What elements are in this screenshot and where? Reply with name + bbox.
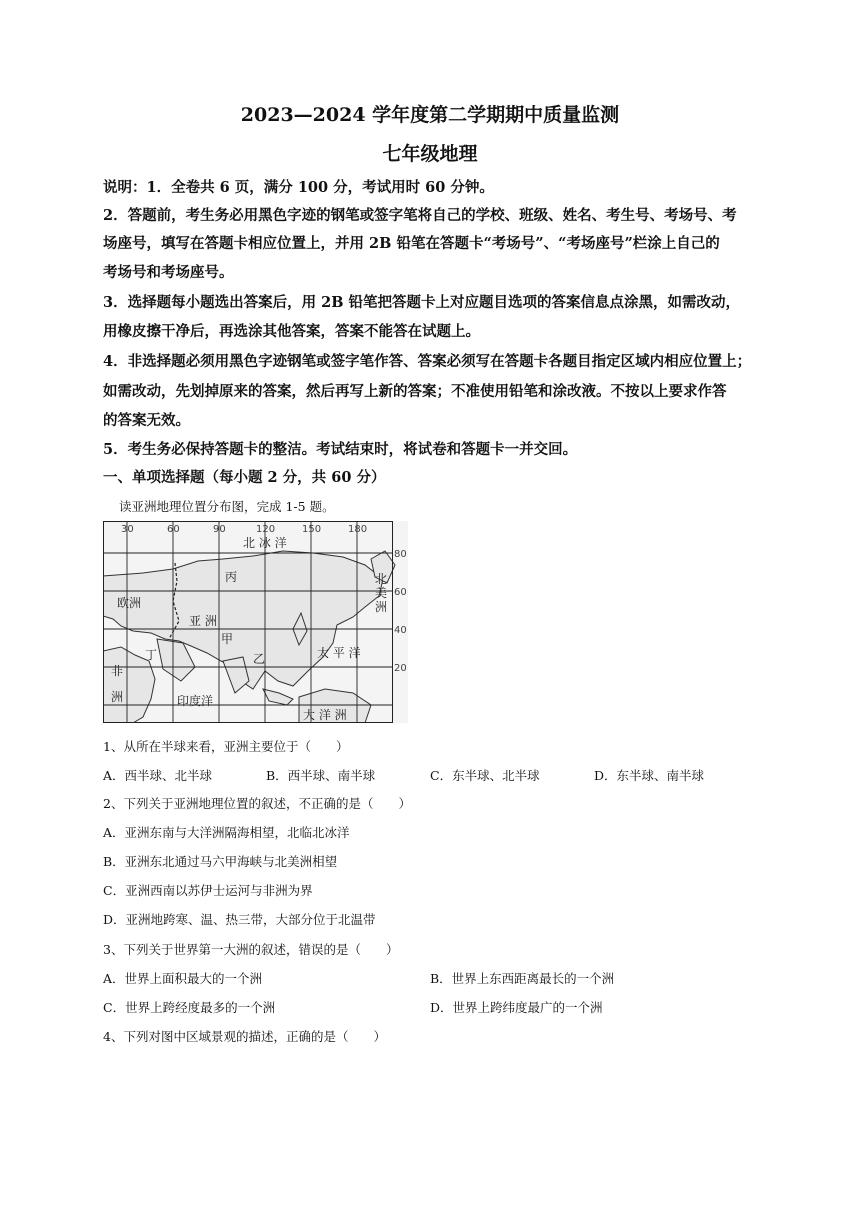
map-label-europe: 欧洲 xyxy=(117,596,142,610)
section-heading: 一、单项选择题（每小题 2 分，共 60 分） xyxy=(103,469,386,486)
question-stem: 3、下列关于世界第一大洲的叙述，错误的是（ ） xyxy=(103,942,399,957)
tick-label: 180 xyxy=(348,524,368,535)
section-intro: 读亚洲地理位置分布图，完成 1-5 题。 xyxy=(119,499,335,514)
map-label-asia: 亚 洲 xyxy=(189,614,217,628)
map-label-arctic: 北 冰 洋 xyxy=(243,536,287,550)
map-label-bing: 丙 xyxy=(225,570,238,584)
instruction-line: 如需改动，先划掉原来的答案，然后再写上新的答案；不准使用铅笔和涂改液。不按以上要求作答 xyxy=(103,383,727,400)
instruction-line: 说明：1．全卷共 6 页，满分 100 分，考试用时 60 分钟。 xyxy=(103,179,494,196)
instruction-line: 的答案无效。 xyxy=(103,412,190,429)
question-option: C．亚洲西南以苏伊士运河与非洲为界 xyxy=(103,883,313,898)
exam-subtitle: 七年级地理 xyxy=(382,143,478,165)
instruction-line: 5．考生务必保持答题卡的整洁。考试结束时，将试卷和答题卡一并交回。 xyxy=(103,441,578,458)
question-option: C．东半球、北半球 xyxy=(430,768,540,783)
map-label-africa: 洲 xyxy=(111,690,124,704)
map-label-jia: 甲 xyxy=(221,632,234,646)
instruction-line: 2．答题前，考生务必用黑色字迹的钢笔或签字笔将自己的学校、班级、姓名、考生号、考场号、考 xyxy=(103,207,737,224)
asia-location-map xyxy=(103,521,408,723)
question-option: D．东半球、南半球 xyxy=(594,768,705,783)
question-option: B．亚洲东北通过马六甲海峡与北美洲相望 xyxy=(103,854,338,869)
exam-title: 2023—2024 学年度第二学期期中质量监测 xyxy=(240,104,620,126)
instruction-line: 用橡皮擦干净后，再选涂其他答案，答案不能答在试题上。 xyxy=(103,323,480,340)
question-stem: 2、下列关于亚洲地理位置的叙述，不正确的是（ ） xyxy=(103,796,411,811)
tick-label: 60 xyxy=(394,587,407,598)
map-label-yi: 乙 xyxy=(253,652,266,666)
tick-label: 20 xyxy=(394,663,407,674)
instruction-line: 3．选择题每小题选出答案后，用 2B 铅笔把答题卡上对应题目选项的答案信息点涂黑，如需改动， xyxy=(103,294,741,311)
instruction-line: 考场号和考场座号。 xyxy=(103,264,234,281)
tick-label: 120 xyxy=(256,524,276,535)
question-option: C．世界上跨经度最多的一个洲 xyxy=(103,1000,276,1015)
map-label-oceania: 大 洋 洲 xyxy=(303,708,347,722)
question-stem: 1、从所在半球来看，亚洲主要位于（ ） xyxy=(103,739,349,754)
tick-label: 150 xyxy=(302,524,322,535)
question-option: D．亚洲地跨寒、温、热三带，大部分位于北温带 xyxy=(103,912,376,927)
tick-label: 90 xyxy=(213,524,226,535)
instruction-line: 4．非选择题必须用黑色字迹钢笔或签字笔作答、答案必须写在答题卡各题目指定区域内相应位置上； xyxy=(103,353,752,370)
map-label-ding: 丁 xyxy=(145,648,158,662)
tick-label: 30 xyxy=(121,524,134,535)
question-option: B．世界上东西距离最长的一个洲 xyxy=(430,971,615,986)
question-option: B．西半球、南半球 xyxy=(266,768,376,783)
map-label-pacific: 太 平 洋 xyxy=(317,646,361,660)
question-option: D．世界上跨纬度最广的一个洲 xyxy=(430,1000,603,1015)
instruction-line: 场座号，填写在答题卡相应位置上，并用 2B 铅笔在答题卡“考场号”、“考场座号”栏涂上自己的 xyxy=(103,235,720,252)
question-option: A．亚洲东南与大洋洲隔海相望，北临北冰洋 xyxy=(103,825,350,840)
map-label-north-america: 美 xyxy=(375,586,388,600)
question-stem: 4、下列对图中区域景观的描述，正确的是（ ） xyxy=(103,1029,386,1044)
tick-label: 60 xyxy=(167,524,180,535)
map-label-north-america: 洲 xyxy=(375,600,388,614)
map-label-indian-ocean: 印度洋 xyxy=(177,694,214,708)
map-label-north-america: 北 xyxy=(375,572,388,586)
tick-label: 80 xyxy=(394,549,407,560)
tick-label: 40 xyxy=(394,625,407,636)
question-option: A．世界上面积最大的一个洲 xyxy=(103,971,263,986)
question-option: A．西半球、北半球 xyxy=(103,768,213,783)
map-label-africa: 非 xyxy=(111,664,124,678)
